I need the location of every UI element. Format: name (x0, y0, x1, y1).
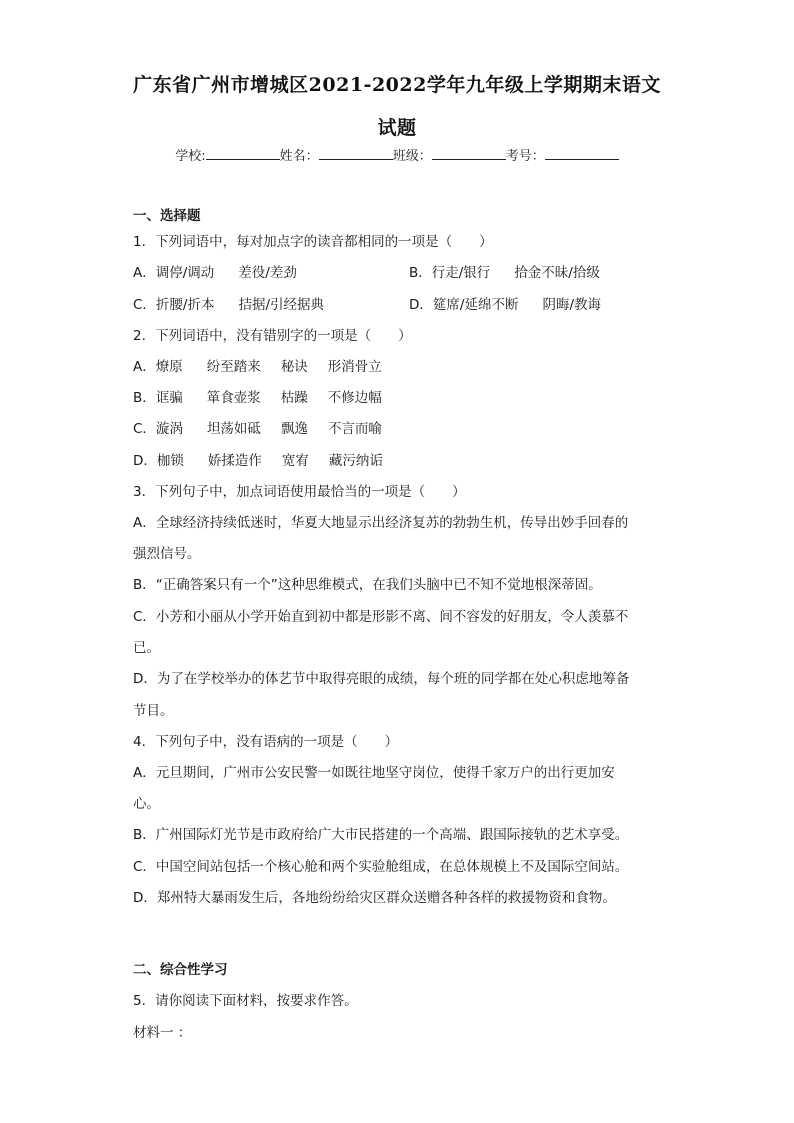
q4-option-d: D．郑州特大暴雨发生后，各地纷纷给灾区群众送赠各种各样的救援物资和食物。 (133, 890, 616, 906)
q2-a-w4: 形消骨立 (327, 359, 382, 375)
q2-a-w1: A．燎原 (133, 359, 183, 375)
question-3-stem: 3．下列句子中，加点词语使用最恰当的一项是（ ） (133, 484, 466, 500)
q2-b-w3: 枯躁 (280, 390, 308, 406)
section-heading-choice: 一、选择题 (133, 208, 201, 224)
q2-a-w3: 秘诀 (280, 359, 308, 375)
q2-c-w3: 飘逸 (280, 421, 308, 437)
name-label: 姓名： (279, 149, 319, 164)
q1-option-c-word1: C．折腰/折本 (133, 297, 215, 313)
question-1-options-ab (133, 264, 733, 282)
exam-no-label: 考号： (505, 149, 545, 164)
q2-option-b (133, 389, 382, 407)
q1-option-d-word1: D．筵席/延绵不断 (409, 297, 519, 313)
q2-option-d (133, 452, 383, 470)
q3-option-d-line2: 节目。 (133, 703, 174, 719)
exam-no-blank (545, 147, 619, 160)
q3-option-c-line1: C．小芳和小丽从小学开始直到初中都是形影不离、间不容发的好朋友，令人羡慕不 (133, 609, 629, 625)
q1-option-b-word1: B．行走/银行 (409, 265, 491, 281)
q2-d-w2: 娇揉造作 (207, 453, 262, 469)
q3-option-a-line1: A．全球经济持续低迷时，华夏大地显示出经济复苏的勃勃生机，传导出妙手回春的 (133, 515, 629, 531)
q2-option-c (133, 420, 382, 438)
name-blank (319, 147, 393, 160)
class-label: 班级： (392, 149, 432, 164)
q2-c-w4: 不言而喻 (327, 421, 382, 437)
q3-option-d-line1: D．为了在学校举办的体艺节中取得亮眼的成绩，每个班的同学都在处心积虑地筹备 (133, 671, 630, 687)
q1-option-a-word2: 差役/差劲 (238, 265, 297, 281)
q4-option-a-line2: 心。 (133, 796, 160, 812)
q2-b-w1: B．诓骗 (133, 390, 183, 406)
q4-option-a-line1: A．元旦期间，广州市公安民警一如既往地坚守岗位，使得千家万户的出行更加安 (133, 765, 615, 781)
class-blank (432, 147, 506, 160)
student-info-row (0, 145, 794, 164)
q4-option-b: B．广州国际灯光节是市政府给广大市民搭建的一个高端、跟国际接轨的艺术享受。 (133, 827, 629, 843)
question-5-stem: 5．请你阅读下面材料，按要求作答。 (133, 993, 358, 1009)
q3-option-c-line2: 已。 (133, 640, 160, 656)
question-1-stem: 1．下列词语中，每对加点字的读音都相同的一项是（ ） (133, 234, 493, 250)
q2-d-w4: 藏污纳诟 (328, 453, 383, 469)
q1-option-b-word2: 拾金不昧/拾级 (514, 265, 600, 281)
q2-b-w4: 不修边幅 (327, 390, 382, 406)
q1-option-a-word1: A．调停/调动 (133, 265, 215, 281)
school-blank (206, 147, 280, 160)
q2-option-a (133, 358, 382, 376)
q3-option-b: B．“正确答案只有一个”这种思维模式，在我们头脑中已不知不觉地根深蒂固。 (133, 577, 602, 593)
q2-d-w3: 宽宥 (281, 453, 309, 469)
q2-a-w2: 纷至踏来 (206, 359, 261, 375)
section-heading-comprehensive: 二、综合性学习 (133, 962, 228, 978)
exam-title-line1: 广东省广州市增城区2021-2022学年九年级上学期期末语文 (133, 74, 661, 96)
q2-d-w1: D．枷锁 (133, 453, 184, 469)
q2-c-w1: C．漩涡 (133, 421, 183, 437)
question-1-options-cd (133, 296, 733, 314)
q3-option-a-line2: 强烈信号。 (133, 546, 201, 562)
question-4-stem: 4．下列句子中，没有语病的一项是（ ） (133, 734, 399, 750)
question-2-stem: 2．下列词语中，没有错别字的一项是（ ） (133, 328, 412, 344)
q1-option-c-word2: 拮据/引经据典 (238, 297, 325, 313)
question-5-material-label: 材料一 ： (133, 1025, 192, 1041)
school-label: 学校: (175, 149, 206, 164)
q2-b-w2: 箪食壶浆 (206, 390, 261, 406)
q2-c-w2: 坦荡如砥 (206, 421, 261, 437)
exam-title-line2: 试题 (377, 117, 417, 139)
q4-option-c: C．中国空间站包括一个核心舱和两个实验舱组成，在总体规模上不及国际空间站。 (133, 859, 629, 875)
q1-option-d-word2: 阴晦/教诲 (542, 297, 602, 313)
